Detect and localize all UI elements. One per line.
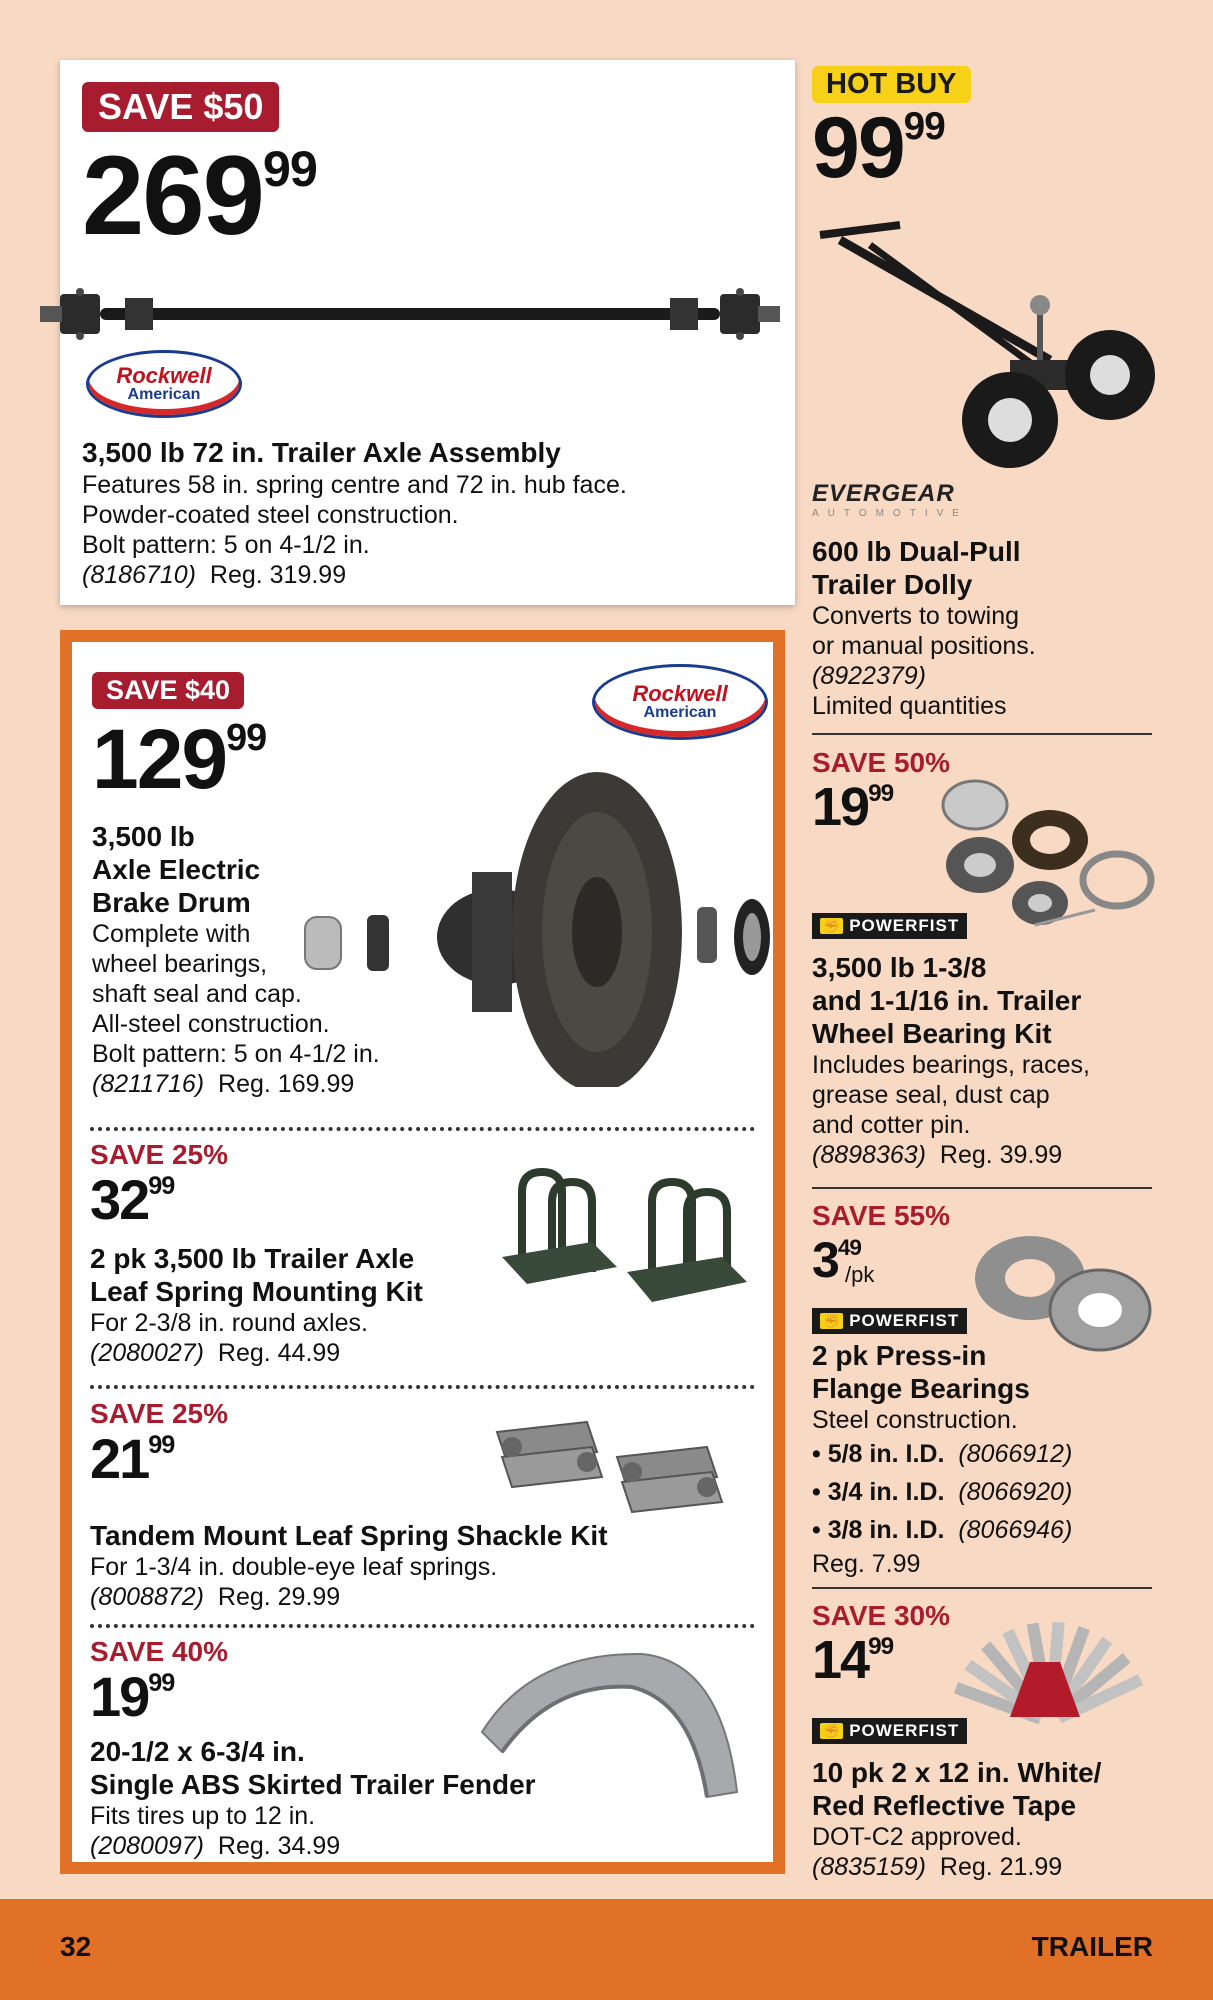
evergear-logo: EVERGEAR AUTOMOTIVE	[812, 480, 968, 519]
page-number: 32	[60, 1931, 92, 1962]
divider	[812, 733, 1152, 735]
tape-title: 10 pk 2 x 12 in. White/ Red Reflective Tape	[812, 1757, 1102, 1821]
flange-reg-price: Reg. 7.99	[812, 1550, 921, 1578]
brake-save-badge: SAVE $40	[92, 672, 244, 709]
tape-save: SAVE 30%	[812, 1600, 950, 1631]
leafkit-save: SAVE 25%	[90, 1139, 228, 1170]
axle-description: Features 58 in. spring centre and 72 in. hub face. Powder-coated steel construction. Bolt pattern: 5 on 4-1/2 in. (8186710) Reg. 319.99	[82, 471, 627, 589]
axle-title: 3,500 lb 72 in. Trailer Axle Assembly	[82, 437, 561, 468]
flange-info: 2 pk Press-in Flange Bearings Steel construction. • 5/8 in. I.D. (8066912) • 3/4 in. I.D. (8066920) • 3/8 in. I.D. (8066946) Reg. 7.99	[812, 1339, 1152, 1579]
fist-icon: ✊	[820, 1313, 843, 1329]
divider	[90, 1127, 755, 1131]
axle-reg-price: Reg. 319.99	[209, 561, 347, 589]
dolly-sku: (8922379)	[812, 662, 926, 690]
leafkit-info: 2 pk 3,500 lb Trailer Axle Leaf Spring Mounting Kit For 2-3/8 in. round axles. (2080027) Reg. 44.99	[90, 1242, 510, 1368]
axle-sku: (8186710)	[82, 561, 196, 589]
divider	[90, 1385, 755, 1389]
fender-sku: (2080097)	[90, 1832, 204, 1860]
axle-panel	[60, 60, 795, 605]
brake-sku: (8211716)	[92, 1070, 205, 1098]
leaf-spring-kit-image	[492, 1162, 762, 1312]
powerfist-logo: ✊ POWERFIST	[812, 913, 967, 939]
rockwell-american-logo: Rockwell American	[592, 664, 768, 740]
powerfist-logo: ✊ POWERFIST	[812, 1718, 967, 1744]
divider	[812, 1187, 1152, 1189]
list-item: • 3/4 in. I.D. (8066920)	[812, 1478, 1073, 1506]
shackle-info: Tandem Mount Leaf Spring Shackle Kit For 1-3/4 in. double-eye leaf springs. (8008872) Reg. 29.99	[90, 1519, 750, 1612]
tape-sku: (8835159)	[812, 1853, 926, 1881]
fist-icon: ✊	[820, 1723, 843, 1739]
axle-price	[82, 133, 317, 258]
dolly-info: 600 lb Dual-Pull Trailer Dolly Converts to towing or manual positions. (8922379) Limited quantities	[812, 535, 1152, 721]
tape-info: 10 pk 2 x 12 in. White/ Red Reflective Tape DOT-C2 approved. (8835159) Reg. 21.99	[812, 1756, 1162, 1882]
shackle-save: SAVE 25%	[90, 1398, 228, 1429]
orange-frame-panel	[60, 630, 785, 1874]
divider	[812, 1587, 1152, 1589]
shackle-sku: (8008872)	[90, 1583, 204, 1611]
dolly-price: $99^{99}$	[812, 100, 945, 196]
shackle-kit-image	[487, 1402, 757, 1522]
brake-info: 3,500 lb Axle Electric Brake Drum Complete with wheel bearings, shaft seal and cap. All-steel construction. Bolt pattern: 5 on 4-1/2 in. (8211716) Reg. 169.99	[92, 820, 432, 1099]
bearingkit-save: SAVE 50%	[812, 747, 950, 778]
fender-title: 20-1/2 x 6-3/4 in. Single ABS Skirted Trailer Fender	[90, 1736, 536, 1800]
fender-save: SAVE 40%	[90, 1636, 228, 1667]
rockwell-american-logo: Rockwell American	[86, 350, 242, 418]
page-footer	[0, 1899, 1213, 2000]
leafkit-price: $32^{99}$	[90, 1168, 175, 1231]
bearing-kit-image	[935, 775, 1160, 945]
dolly-image	[810, 210, 1165, 480]
flange-price: $3^{49}$	[812, 1232, 861, 1288]
fender-price: $19^{99}$	[90, 1665, 175, 1728]
hot-buy-badge: HOT BUY	[812, 66, 971, 103]
list-item: • 3/8 in. I.D. (8066946)	[812, 1516, 1073, 1544]
axle-save-badge: SAVE $50	[82, 82, 279, 132]
flange-per-unit: /pk	[845, 1262, 875, 1287]
flange-title: 2 pk Press-in Flange Bearings	[812, 1340, 1030, 1404]
shackle-title: Tandem Mount Leaf Spring Shackle Kit	[90, 1520, 608, 1551]
leafkit-title: 2 pk 3,500 lb Trailer Axle Leaf Spring Mounting Kit	[90, 1243, 423, 1307]
flange-save: SAVE 55%	[812, 1200, 950, 1231]
dolly-note: Limited quantities	[812, 692, 1007, 720]
section-label: TRAILER	[1031, 1931, 1153, 1962]
fist-icon: ✊	[820, 918, 843, 934]
bearingkit-sku: (8898363)	[812, 1141, 926, 1169]
list-item: • 5/8 in. I.D. (8066912)	[812, 1440, 1073, 1468]
axle-price-dollars: 269	[82, 133, 263, 258]
powerfist-logo: ✊ POWERFIST	[812, 1308, 967, 1334]
flange-size-list	[812, 1435, 1152, 1549]
bearingkit-title: 3,500 lb 1-3/8 and 1-1/16 in. Trailer Wheel Bearing Kit	[812, 952, 1082, 1049]
leafkit-sku: (2080027)	[90, 1339, 204, 1367]
bearingkit-info: 3,500 lb 1-3/8 and 1-1/16 in. Trailer Wheel Bearing Kit Includes bearings, races, grease seal, dust cap and cotter pin. (8898363) Reg. 39.99	[812, 951, 1152, 1170]
fender-info: 20-1/2 x 6-3/4 in. Single ABS Skirted Trailer Fender Fits tires up to 12 in. (2080097) Reg. 34.99	[90, 1735, 750, 1861]
brake-price: $129^{99}$	[92, 712, 267, 806]
axle-price-cents: 99	[262, 140, 317, 198]
bearingkit-price: $19^{99}$	[812, 777, 894, 837]
dolly-title: 600 lb Dual-Pull Trailer Dolly	[812, 536, 1021, 600]
divider	[90, 1624, 755, 1628]
tape-price: $14^{99}$	[812, 1630, 894, 1690]
brake-title: 3,500 lb Axle Electric Brake Drum	[92, 821, 261, 918]
reflective-tape-image	[945, 1612, 1155, 1732]
shackle-price: $21^{99}$	[90, 1427, 175, 1490]
